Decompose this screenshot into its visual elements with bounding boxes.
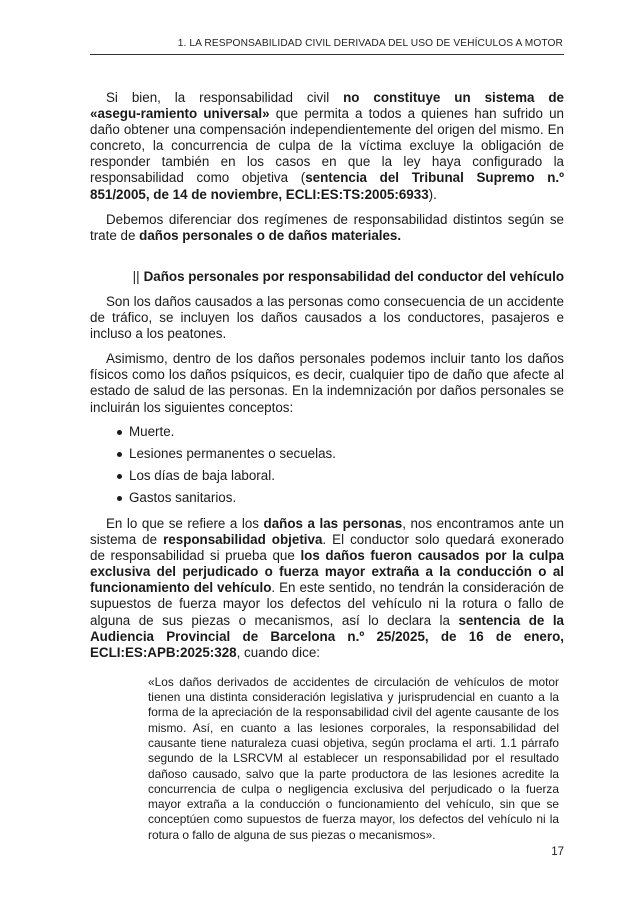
bullet-icon	[117, 474, 122, 479]
text-run: Son los daños causados a las personas como consecuencia de un accidente de tráfico, se incluyen los daños causados a los conductores, pasajeros e incluso a los peatones.	[90, 293, 564, 342]
bold-text-run: sentencia del Tribunal Supremo n.º 851/2005, de 14 de noviembre, ECLI:ES:TS:2005:6933	[90, 170, 564, 202]
text-run: Si bien, la responsabilidad civil	[106, 90, 344, 105]
list-item-text: Los días de baja laboral.	[129, 467, 275, 483]
section-heading	[90, 269, 564, 285]
header-rule	[90, 54, 564, 55]
heading-marker: ||	[132, 268, 140, 284]
text-run: , nos encontramos ante un sistema de	[90, 515, 564, 548]
heading-text: Daños personales por responsabilidad del conductor del vehículo	[143, 268, 564, 284]
bullet-icon	[117, 430, 122, 435]
paragraph-2	[90, 212, 564, 244]
list-item-text: Lesiones permanentes o secuelas.	[129, 445, 336, 461]
bold-text-run: sentencia de la Audiencia Provincial de Barcelona n.º 25/2025, de 16 de enero, ECLI:ES:APB:2025:328	[90, 612, 564, 660]
bullet-icon	[117, 496, 122, 501]
paragraph-1	[90, 90, 564, 203]
bold-text-run: responsabilidad objetiva	[163, 532, 323, 548]
list-item	[117, 490, 564, 506]
block-quote	[148, 675, 559, 843]
list-item-text: Muerte.	[129, 423, 175, 439]
text-run: que permita a todos a quienes han sufrido un daño obtener una compensación independientemente del origen del mismo. En concreto, la concurrencia de culpa de la víctima excluye la obligación de responder también en los casos en que la ley haya configurado la responsabilidad como objetiva (	[90, 106, 564, 186]
paragraph-3	[90, 294, 564, 342]
page-number: 17	[551, 846, 564, 858]
list-item	[117, 468, 564, 484]
text-run: Debemos diferenciar dos regímenes de responsabilidad distintos según se trate de	[90, 211, 564, 243]
paragraph-5	[90, 516, 564, 661]
text-run: En lo que se refiere a los	[106, 515, 264, 531]
text-run: ).	[428, 186, 437, 202]
list-item	[117, 446, 564, 462]
concepts-list	[90, 424, 564, 506]
text-run: Asimismo, dentro de los daños personales podemos incluir tanto los daños físicos como los daños psíquicos, es decir, cualquier tipo de daño que afecte al estado de salud de las personas. En la indemnización por daños personales se incluirán los siguientes conceptos:	[90, 351, 564, 415]
list-item-text: Gastos sanitarios.	[129, 489, 237, 505]
text-run: «Los daños derivados de accidentes de circulación de vehículos de motor tienen una distinta consideración legislativa y jurisprudencial en cuanto a la forma de la apreciación de la responsabilidad civil del agente causante de los mismo. Así, en cuanto a las lesiones corporales, la responsabilidad del causante tiene naturaleza cuasi objetiva, según proclama el arti. 1.1 párrafo segundo de la LSRCVM al establecer un responsabilidad por el resultado dañoso causado, salvo que la parte productora de las lesiones acredite la concurrencia de culpa o negligencia exclusiva del perjudicado o la fuerza mayor extraña a la conducción o funcionamiento del vehículo, sin que se conceptúen como supuestos de fuerza mayor, los defectos del vehículo ni la rotura o fallo de alguna de sus piezas o mecanismos».	[148, 674, 559, 842]
bullet-icon	[117, 452, 122, 457]
running-header: 1. LA RESPONSABILIDAD CIVIL DERIVADA DEL USO DE VEHÍCULOS A MOTOR	[177, 38, 563, 49]
bold-text-run: daños a las personas	[263, 515, 403, 531]
bold-text-run: no constituye un sistema de «asegu-ramiento universal»	[90, 90, 564, 122]
list-item	[117, 424, 564, 440]
text-run: . En este sentido, no tendrán la consideración de supuestos de fuerza mayor los defectos del vehículo ni la rotura o fallo de alguna de sus piezas o mecanismos, así lo declara la	[90, 580, 564, 628]
bold-text-run: los daños fueron causados por la culpa exclusiva del perjudicado o fuerza mayor extraña a la conducción o al funcionamiento del vehículo	[90, 548, 564, 596]
text-run: . El conductor solo quedará exonerado de responsabilidad si prueba que	[90, 532, 564, 564]
paragraph-4	[90, 351, 564, 415]
page-body	[90, 90, 564, 843]
bold-text-run: daños personales o de daños materiales.	[139, 227, 402, 243]
text-run: , cuando dice:	[236, 644, 320, 660]
